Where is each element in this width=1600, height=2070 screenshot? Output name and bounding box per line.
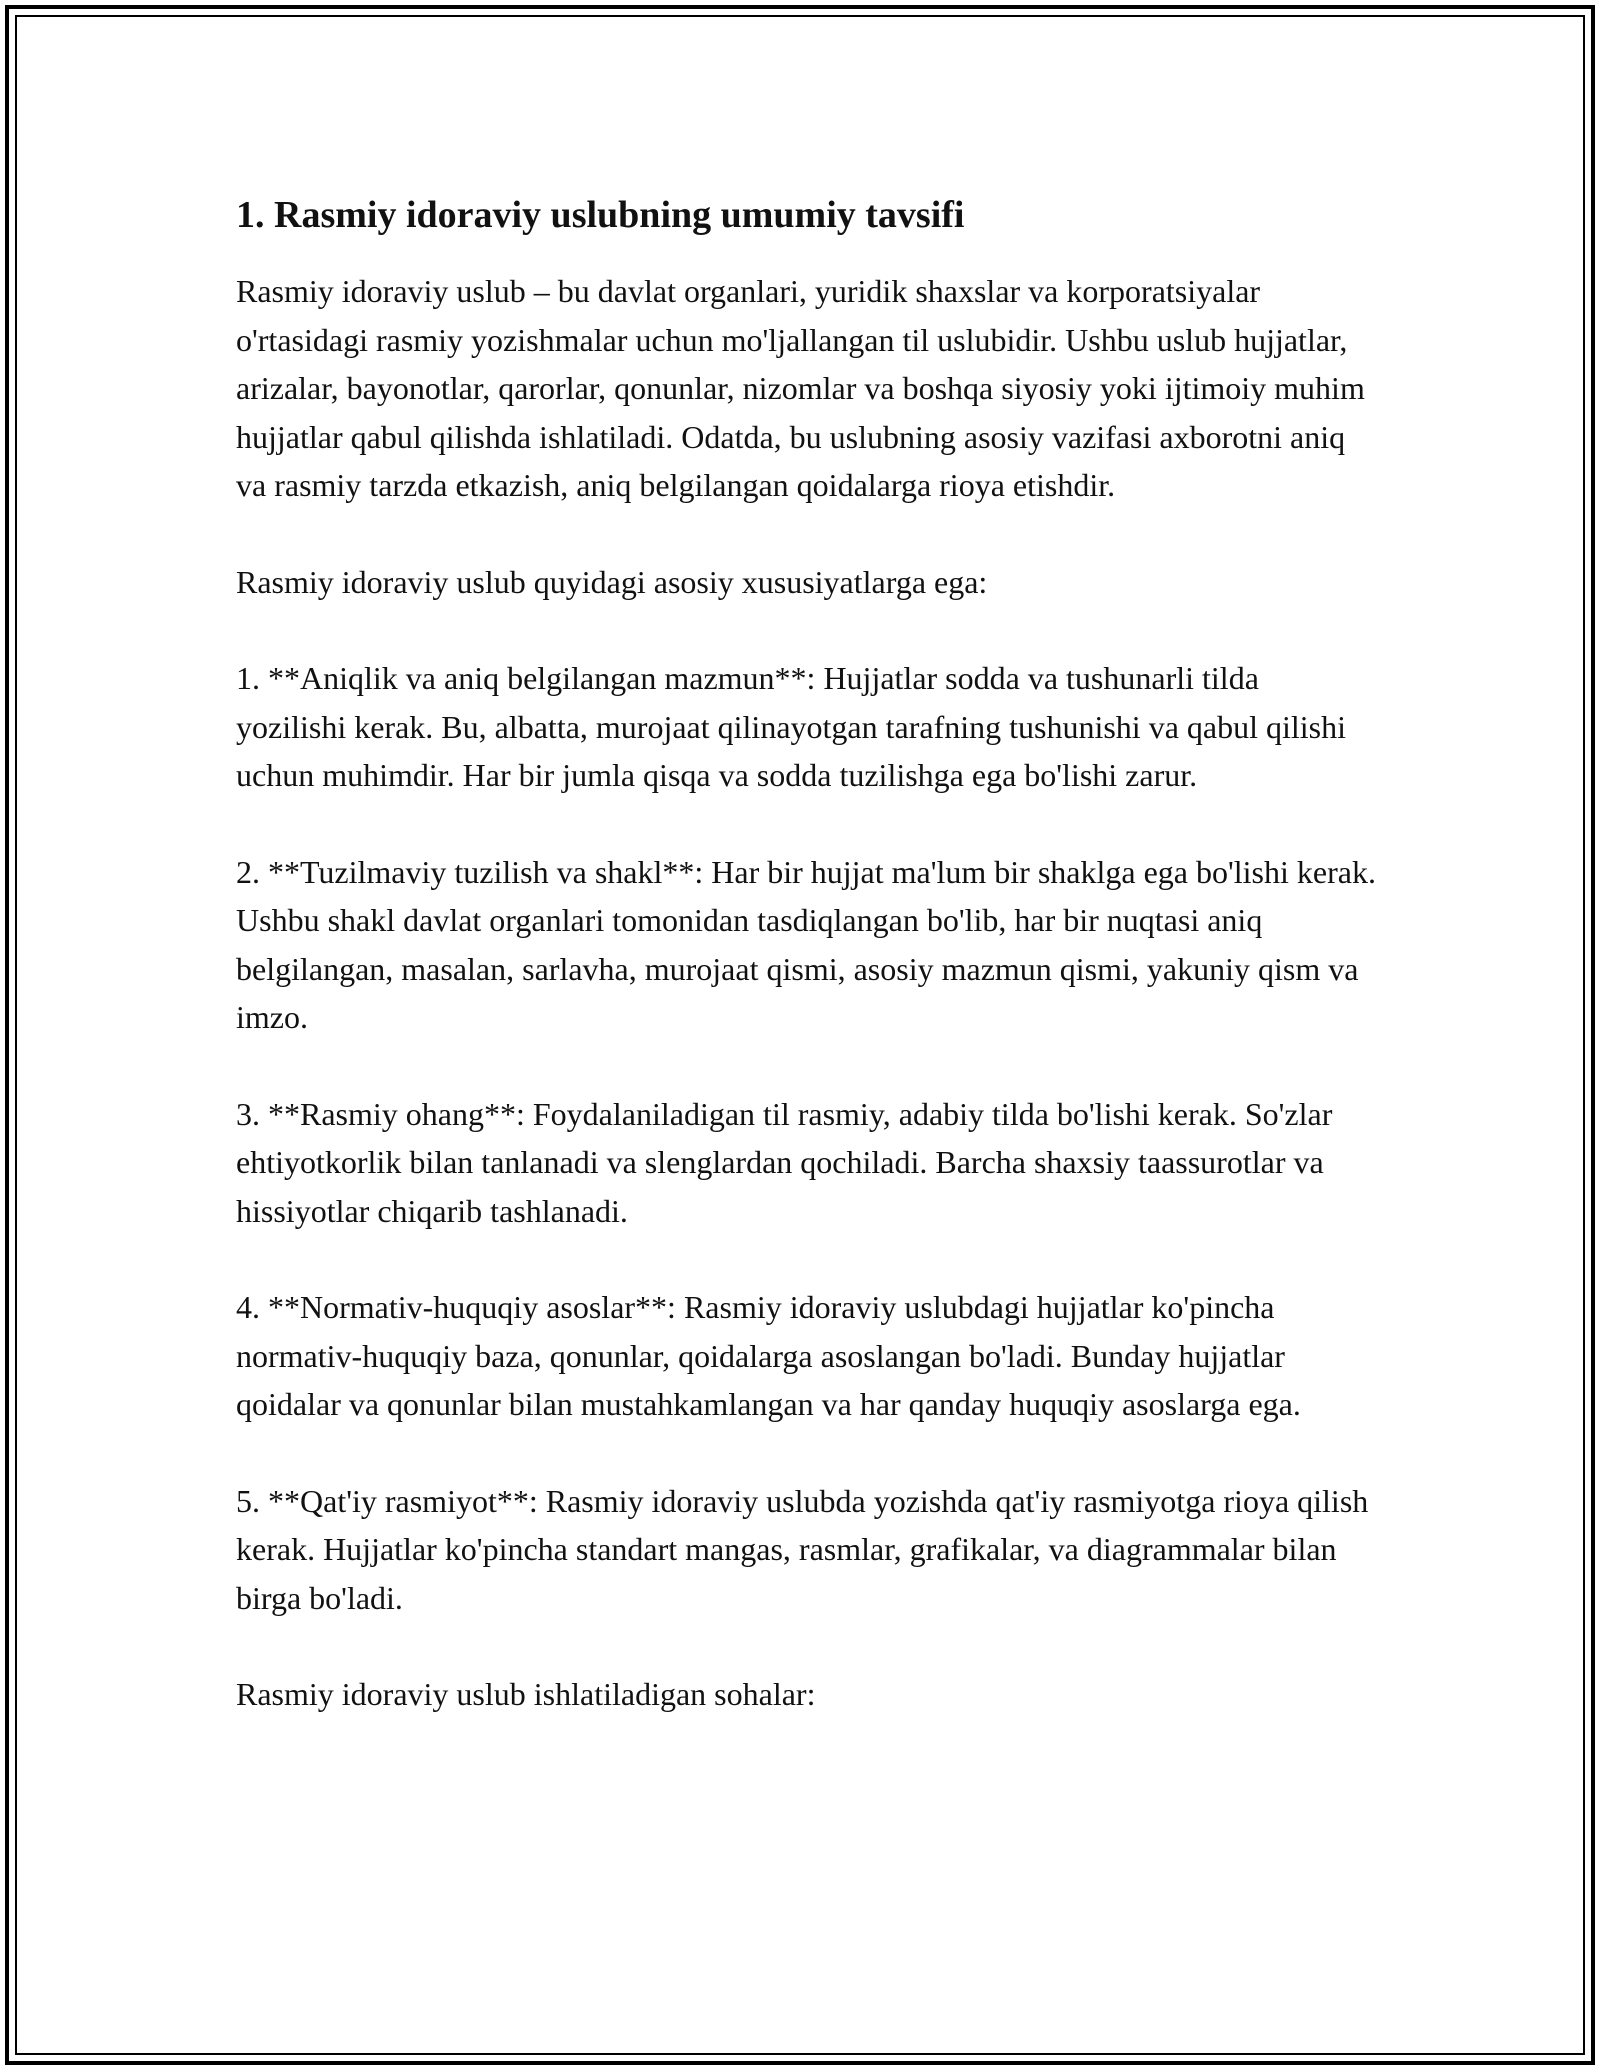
feature-item-1: 1. **Aniqlik va aniq belgilangan mazmun**: Hujjatlar sodda va tushunarli tilda yozilishi kerak. Bu, albatta, murojaat qilinayotgan tarafning tushunishi va qabul qilishi uchun muhimdir. Har bir jumla qisqa va sodda tuzilishga ega bo'lishi zarur.	[236, 660, 1346, 793]
feature-item-3: 3. **Rasmiy ohang**: Foydalaniladigan til rasmiy, adabiy tilda bo'lishi kerak. So'zlar ehtiyotkorlik bilan tanlanadi va slenglardan qochiladi. Barcha shaxsiy taassurotlar va hissiyotlar chiqarib tashlanadi.	[236, 1095, 1333, 1229]
feature-item-2: 2. **Tuzilmaviy tuzilish va shakl**: Har bir hujjat ma'lum bir shaklga ega bo'lishi kerak. Ushbu shakl davlat organlari tomonidan tasdiqlangan bo'lib, har bir nuqtasi aniq belgilangan, masalan, sarlavha, murojaat qismi, asosiy mazmun qismi, yakuniy qism va imzo.	[236, 853, 1376, 1035]
features-intro: Rasmiy idoraviy uslub quyidagi asosiy xususiyatlarga ega:	[236, 563, 988, 600]
feature-item-5: 5. **Qat'iy rasmiyot**: Rasmiy idoraviy uslubda yozishda qat'iy rasmiyotga rioya qilish kerak. Hujjatlar ko'pincha standart mangas, rasmlar, grafikalar, va diagrammalar bilan birga bo'ladi.	[236, 1482, 1369, 1616]
section-heading: 1. Rasmiy idoraviy uslubning umumiy tavsifi	[236, 194, 965, 236]
areas-intro: Rasmiy idoraviy uslub ishlatiladigan sohalar:	[236, 1676, 816, 1712]
intro-paragraph: Rasmiy idoraviy uslub – bu davlat organlari, yuridik shaxslar va korporatsiyalar o'rtasidagi rasmiy yozishmalar uchun mo'ljallangan til uslubidir. Ushbu uslub hujjatlar, arizalar, bayonotlar, qarorlar, qonunlar, nizomlar va boshqa siyosiy yoki ijtimoiy muhim hujjatlar qabul qilishda ishlatiladi. Odatda, bu uslubning asosiy vazifasi axborotni aniq va rasmiy tarzda etkazish, aniq belgilangan qoidalarga rioya etishdir.	[236, 273, 1365, 503]
document-body	[236, 188, 1376, 1767]
feature-item-4: 4. **Normativ-huquqiy asoslar**: Rasmiy idoraviy uslubdagi hujjatlar ko'pincha normativ-huquqiy baza, qonunlar, qoidalarga asoslangan bo'ladi. Bunday hujjatlar qoidalar va qonunlar bilan mustahkamlangan va har qanday huquqiy asoslarga ega.	[236, 1289, 1301, 1422]
